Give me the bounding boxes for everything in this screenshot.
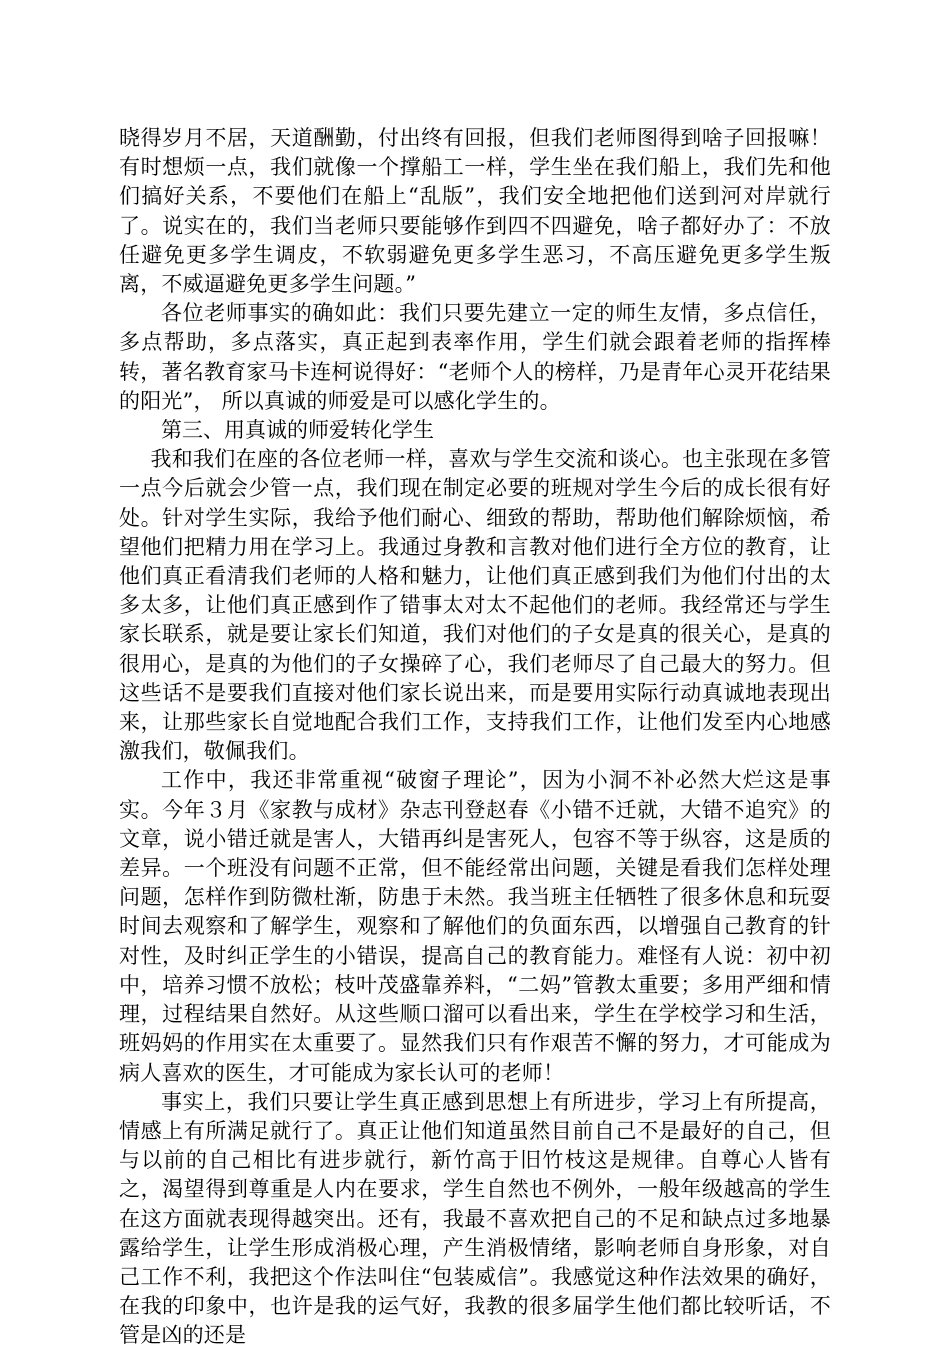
paragraph-communication: 我和我们在座的各位老师一样，喜欢与学生交流和谈心。也主张现在多管一点今后就会少管一点，我们现在制定必要的班规对学生今后的成长很有好处。针对学生实际，我给予他们耐心、细致的帮助，帮助他们解除烦恼，希望他们把精力用在学习上。我通过身教和言教对他们进行全方位的教育，让他们真正看清我们老师的人格和魅力，让他们真正感到我们为他们付出的太多太多，让他们真正感到作了错事太对太不起他们的老师。我经常还与学生家长联系，就是要让家长们知道，我们对他们的子女是真的很关心，是真的很用心，是真的为他们的子女操碎了心，我们老师尽了自己最大的努力。但这些话不是要我们直接对他们家长说出来，而是要用实际行动真诚地表现出来，让那些家长自觉地配合我们工作，支持我们工作，让他们发至内心地感激我们，敬佩我们。 bbox=[119, 447, 831, 764]
paragraph-teacher-friendship: 各位老师事实的确如此：我们只要先建立一定的师生友情，多点信任，多点帮助，多点落实，真正起到表率作用，学生们就会跟着老师的指挥棒转，著名教育家马卡连柯说得好：“老师个人的榜样，乃是青年心灵开花结果的阳光”， 所以真诚的师爱是可以感化学生的。 bbox=[119, 301, 831, 413]
paragraph-progress: 事实上，我们只要让学生真正感到思想上有所进步，学习上有所提高，情感上有所满足就行了。真正让他们知道虽然目前自己不是最好的自己，但与以前的自己相比有进步就行，新竹高于旧竹枝这是规律。自尊心人皆有之，渴望得到尊重是人内在要求，学生自然也不例外，一般年级越高的学生在这方面就表现得越突出。还有，我最不喜欢把自己的不足和缺点过多地暴露给学生，让学生形成消极心理，产生消极情绪，影响老师自身形象，对自己工作不利，我把这个作法叫住“包装威信”。我感觉这种作法效果的确好，在我的印象中，也许是我的运气好，我教的很多届学生他们都比较听话，不管是凶的还是 bbox=[119, 1089, 831, 1348]
section-heading-third: 第三、用真诚的师爱转化学生 bbox=[161, 418, 434, 443]
paragraph-broken-window: 工作中，我还非常重视“破窗子理论”，因为小洞不补必然大烂这是事实。今年３月《家教与成材》杂志刊登赵春《小错不迁就，大错不追究》的文章，说小错迁就是害人，大错再纠是害死人，包容不等于纵容，这是质的差异。一个班没有问题不正常，但不能经常出问题，关键是看我们怎样处理问题，怎样作到防微杜渐，防患于未然。我当班主任牺牲了很多休息和玩耍时间去观察和了解学生，观察和了解他们的负面东西，以增强自己教育的针对性，及时纠正学生的小错误，提高自己的教育能力。难怪有人说：初中初中，培养习惯不放松；枝叶茂盛靠养料，“二妈”管教太重要；多用严细和情理，过程结果自然好。从这些顺口溜可以看出来，学生在学校学习和生活，班妈妈的作用实在太重要了。显然我们只有作艰苦不懈的努力，才可能成为病人喜欢的医生，才可能成为家长认可的老师！ bbox=[119, 768, 831, 1085]
paragraph-continuation: 晓得岁月不居，天道酬勤，付出终有回报，但我们老师图得到啥子回报嘛！有时想烦一点，我们就像一个撑船工一样，学生坐在我们船上，我们先和他们搞好关系，不要他们在船上“乱版”，我们安全地把他们送到河对岸就行了。说实在的，我们当老师只要能够作到四不四避免，啥子都好办了：不放任避免更多学生调皮，不软弱避免更多学生恶习，不高压避免更多学生叛离，不威逼避免更多学生问题。” bbox=[119, 126, 831, 297]
document-body bbox=[119, 124, 831, 1351]
